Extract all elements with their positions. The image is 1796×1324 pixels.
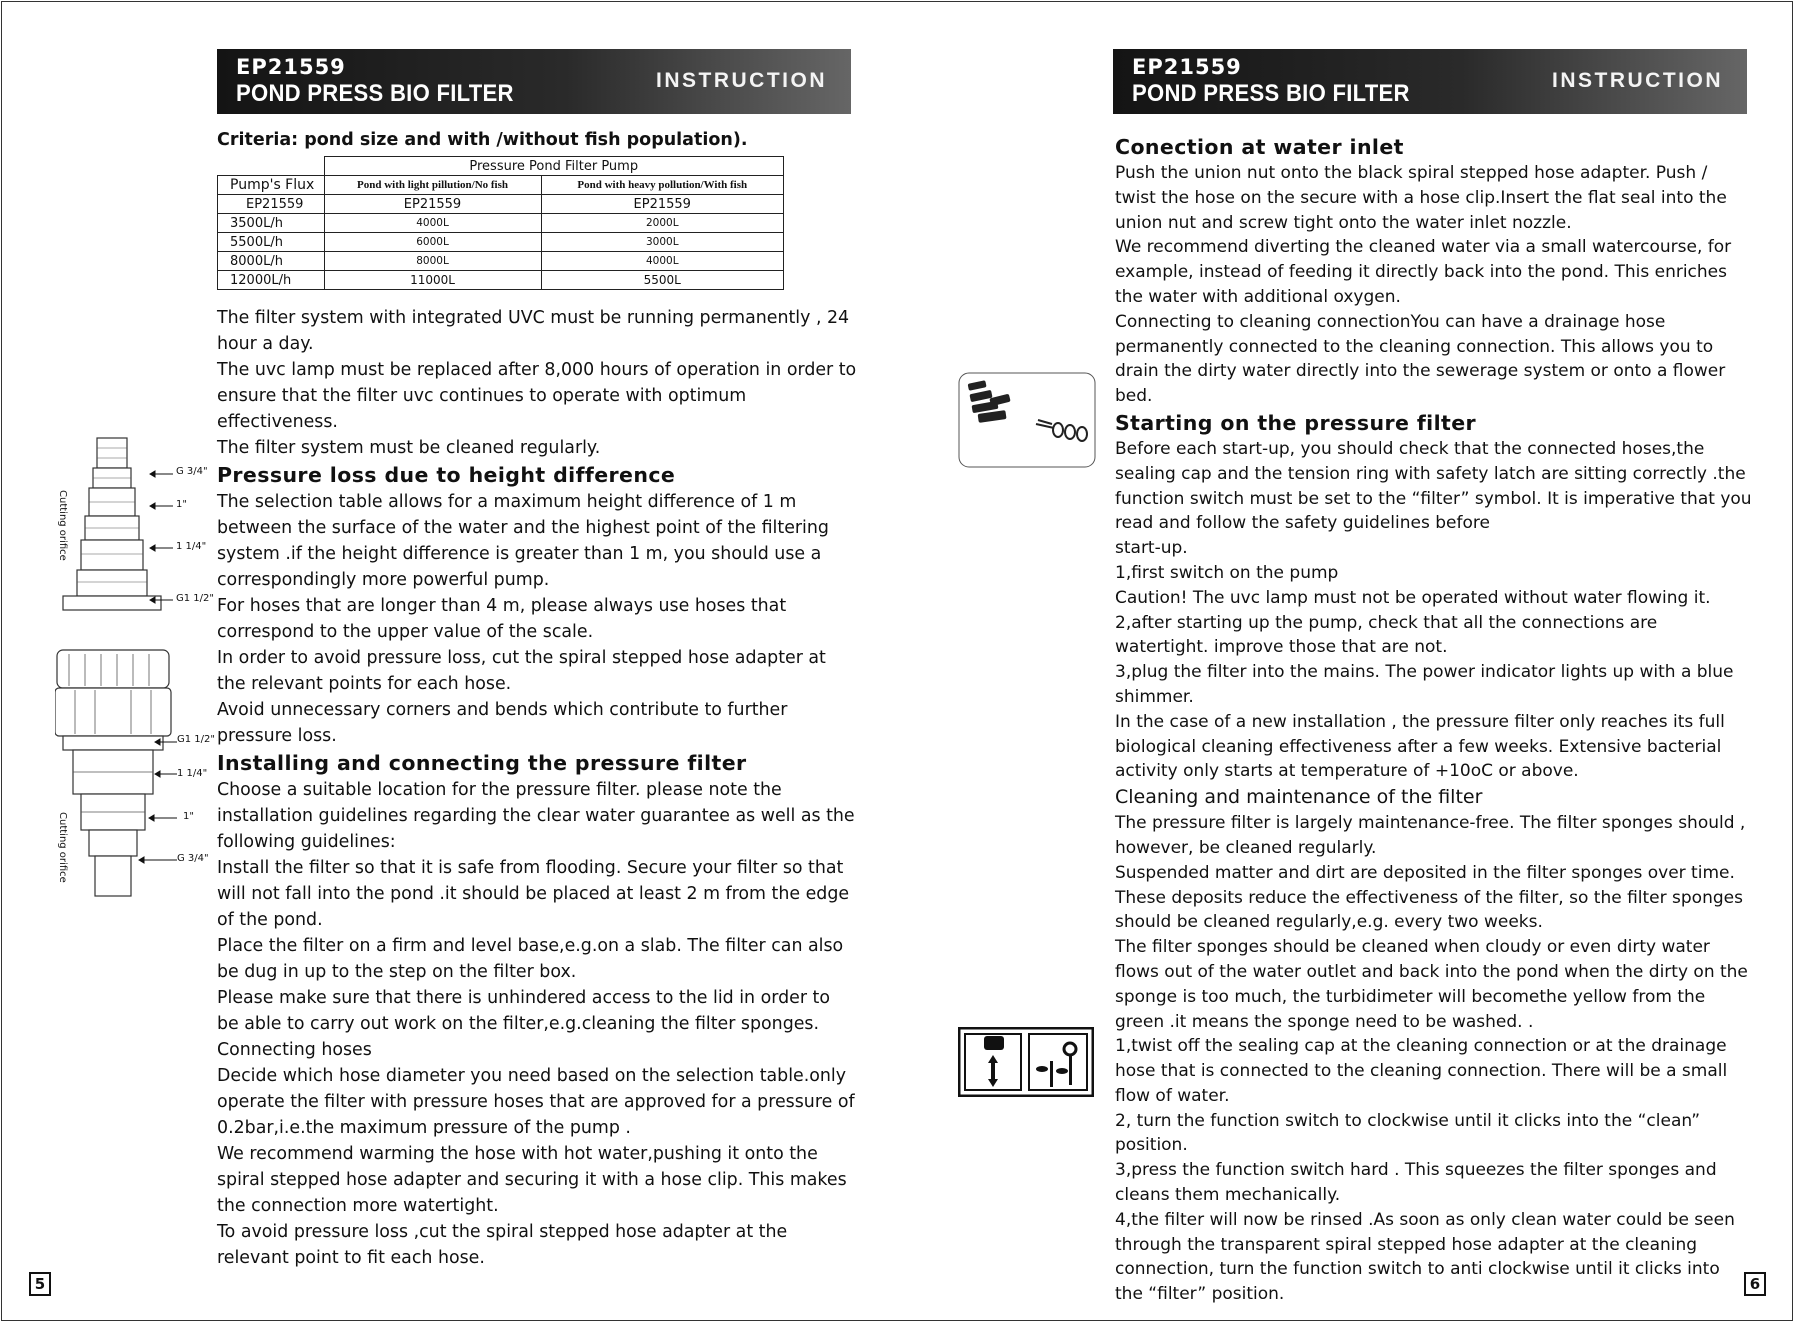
hose-connection-illustration xyxy=(958,372,1098,470)
table-cell: EP21559 xyxy=(324,195,541,214)
page-number: 5 xyxy=(29,1272,51,1296)
table-row xyxy=(218,233,784,252)
col-heavy-header: Pond with heavy pollution/With fish xyxy=(541,176,783,195)
product-name: POND PRESS BIO FILTER xyxy=(236,80,514,107)
paragraph: The filter sponges should be cleaned when cloudy or even dirty water flows out of the water outlet and back into the pond when the dirty on the sponge is too much, the turbidimeter will becomethe yellow from the green .it means the sponge need to be washed. . xyxy=(1115,937,1748,1032)
paragraph: start-up. xyxy=(1115,538,1188,559)
paragraph: 3,press the function switch hard . This squeezes the filter sponges and cleans them mechanically. xyxy=(1115,1160,1717,1206)
table-cell: 11000L xyxy=(324,271,541,290)
paragraph: The filter system must be cleaned regularly. xyxy=(217,438,601,458)
table-top-header: Pressure Pond Filter Pump xyxy=(324,157,784,176)
product-code: EP21559 xyxy=(1132,55,1242,79)
table-cell: 3000L xyxy=(541,233,783,252)
paragraph: 2,after starting up the pump, check that all the connections are watertight. improve those that are not. xyxy=(1115,612,1658,658)
paragraph: In order to avoid pressure loss, cut the spiral stepped hose adapter at the relevant points for each hose. xyxy=(217,648,826,694)
hose-adapter-diagram-top xyxy=(55,436,205,616)
left-body-text xyxy=(217,305,857,1271)
header-bar xyxy=(1113,49,1747,114)
dim-label: G 3/4" xyxy=(176,466,208,477)
table-cell: 8000L/h xyxy=(218,252,325,271)
right-body-text xyxy=(1115,133,1752,1307)
paragraph: The filter system with integrated UVC must be running permanently , 24 hour a day. xyxy=(217,308,850,354)
paragraph: We recommend diverting the cleaned water via a small watercourse, for example, instead of feeding it directly back into the pond. This enriches the water with additional oxygen. xyxy=(1115,237,1732,307)
table-row xyxy=(218,176,784,195)
dim-label: 1 1/4" xyxy=(177,768,208,779)
section-heading: Conection at water inlet xyxy=(1115,135,1404,159)
table-row xyxy=(218,271,784,290)
paragraph: 1,twist off the sealing cap at the cleaning connection or at the drainage hose that is connected to the cleaning connection. There will be a small flow of water. xyxy=(1115,1036,1728,1106)
table-cell: 8000L xyxy=(324,252,541,271)
dim-label: G1 1/2" xyxy=(177,734,215,745)
header-bar xyxy=(217,49,851,114)
table-cell: EP21559 xyxy=(218,195,325,214)
section-heading: Starting on the pressure filter xyxy=(1115,410,1477,435)
paragraph: To avoid pressure loss ,cut the spiral stepped hose adapter at the relevant point to fit each hose. xyxy=(217,1222,788,1268)
product-code: EP21559 xyxy=(236,55,346,79)
paragraph: The selection table allows for a maximum height difference of 1 m between the surface of the water and the highest point of the filtering system .if the height difference is greater than 1 m, you should use a correspondingly more powerful pump. xyxy=(217,492,829,590)
dim-label: G1 1/2" xyxy=(176,593,214,604)
dim-label: 1" xyxy=(183,811,194,822)
paragraph: We recommend warming the hose with hot water,pushing it onto the spiral stepped hose adapter and securing it with a hose clip. This makes the connection more watertight. xyxy=(217,1144,847,1216)
table-cell: 3500L/h xyxy=(218,214,325,233)
paragraph: 2, turn the function switch to clockwise until it clicks into the “clean” position. xyxy=(1115,1110,1701,1156)
instruction-label: INSTRUCTION xyxy=(656,69,827,92)
col-flux-header: Pump's Flux xyxy=(218,176,325,195)
section-heading: Pressure loss due to height difference xyxy=(217,463,676,487)
table-row xyxy=(218,214,784,233)
table-row xyxy=(218,195,784,214)
page-number: 6 xyxy=(1744,1272,1766,1296)
table-cell: 4000L xyxy=(541,252,783,271)
paragraph: Connecting hoses xyxy=(217,1040,372,1060)
criteria-heading: Criteria: pond size and with /without fish population). xyxy=(217,130,748,150)
paragraph: Before each start-up, you should check that the connected hoses,the sealing cap and the tension ring with safety latch are sitting correctly .the function switch must be set to the “filter” symbol. It is imperative that you read and follow the safety guidelines before xyxy=(1115,438,1752,534)
instruction-label: INSTRUCTION xyxy=(1552,69,1723,92)
paragraph: Suspended matter and dirt are deposited in the filter sponges over time. These deposits reduce the effectiveness of the filter, so the filter sponges should be cleaned regularly,e.g. every two weeks. xyxy=(1115,862,1743,933)
paragraph: The pressure filter is largely maintenance-free. The filter sponges should , however, be cleaned regularly. xyxy=(1115,813,1746,858)
paragraph: 1,first switch on the pump xyxy=(1115,562,1339,583)
paragraph: In the case of a new installation , the pressure filter only reaches its full biological cleaning effectiveness after a few weeks. Extensive bacterial activity only starts at temperature of +10oC or above. xyxy=(1115,711,1725,782)
paragraph: The uvc lamp must be replaced after 8,000 hours of operation in order to ensure that the filter uvc continues to operate with optimum effectiveness. xyxy=(217,360,857,432)
paragraph: Choose a suitable location for the pressure filter. please note the installation guidelines regarding the clear water guarantee as well as the following guidelines: xyxy=(217,780,855,852)
dim-label: 1" xyxy=(176,499,187,510)
table-cell: EP21559 xyxy=(541,195,783,214)
page-right xyxy=(898,0,1796,1324)
table-row xyxy=(218,252,784,271)
dim-label: 1 1/4" xyxy=(176,541,207,552)
table-cell-empty xyxy=(218,157,325,176)
paragraph: Please make sure that there is unhindered access to the lid in order to be able to carry out work on the filter,e.g.cleaning the filter sponges. xyxy=(217,988,830,1034)
paragraph: 3,plug the filter into the mains. The power indicator lights up with a blue shimmer. xyxy=(1115,662,1734,707)
paragraph: Install the filter so that it is safe from flooding. Secure your filter so that will not fall into the pond .it should be placed at least 2 m from the edge of the pond. xyxy=(217,858,850,930)
table-cell: 2000L xyxy=(541,214,783,233)
table-cell: 5500L xyxy=(541,271,783,290)
function-switch-symbols xyxy=(958,1027,1094,1097)
cutting-orifice-label: Cutting orifice xyxy=(57,812,68,883)
section-subheading: Cleaning and maintenance of the filter xyxy=(1115,786,1483,809)
paragraph: Decide which hose diameter you need based on the selection table.only operate the filter with pressure hoses that are approved for a pressure of 0.2bar,i.e.the maximum pressure of the pump . xyxy=(217,1066,855,1138)
table-cell: 4000L xyxy=(324,214,541,233)
paragraph: Push the union nut onto the black spiral stepped hose adapter. Push / twist the hose on the secure with a hose clip.Insert the flat seal into the union nut and screw tight onto the water inlet nozzle. xyxy=(1115,163,1727,233)
table-cell: 12000L/h xyxy=(218,271,325,290)
paragraph: Place the filter on a firm and level base,e.g.on a slab. The filter can also be dug in up to the step on the filter box. xyxy=(217,936,844,982)
table-cell: 6000L xyxy=(324,233,541,252)
product-name: POND PRESS BIO FILTER xyxy=(1132,80,1410,107)
cutting-orifice-label: Cutting orifice xyxy=(57,490,68,561)
paragraph: For hoses that are longer than 4 m, please always use hoses that correspond to the upper value of the scale. xyxy=(217,596,787,642)
paragraph: Connecting to cleaning connectionYou can have a drainage hose permanently connected to the cleaning connection. This allows you to drain the dirty water directly into the sewerage system or onto a flower bed. xyxy=(1115,311,1726,407)
paragraph: Avoid unnecessary corners and bends which contribute to further pressure loss. xyxy=(217,700,788,746)
col-light-header: Pond with light pillution/No fish xyxy=(324,176,541,195)
flux-table xyxy=(217,156,784,290)
table-cell: 5500L/h xyxy=(218,233,325,252)
section-heading: Installing and connecting the pressure filter xyxy=(217,751,747,775)
paragraph: Caution! The uvc lamp must not be operated without water flowing it. xyxy=(1115,587,1711,608)
dim-label: G 3/4" xyxy=(177,853,209,864)
paragraph: 4,the filter will now be rinsed .As soon as only clean water could be seen through the transparent spiral stepped hose adapter at the cleaning connection, turn the function switch to anti clockwise until it clicks into the “filter” position. xyxy=(1115,1209,1735,1305)
table-row xyxy=(218,157,784,176)
